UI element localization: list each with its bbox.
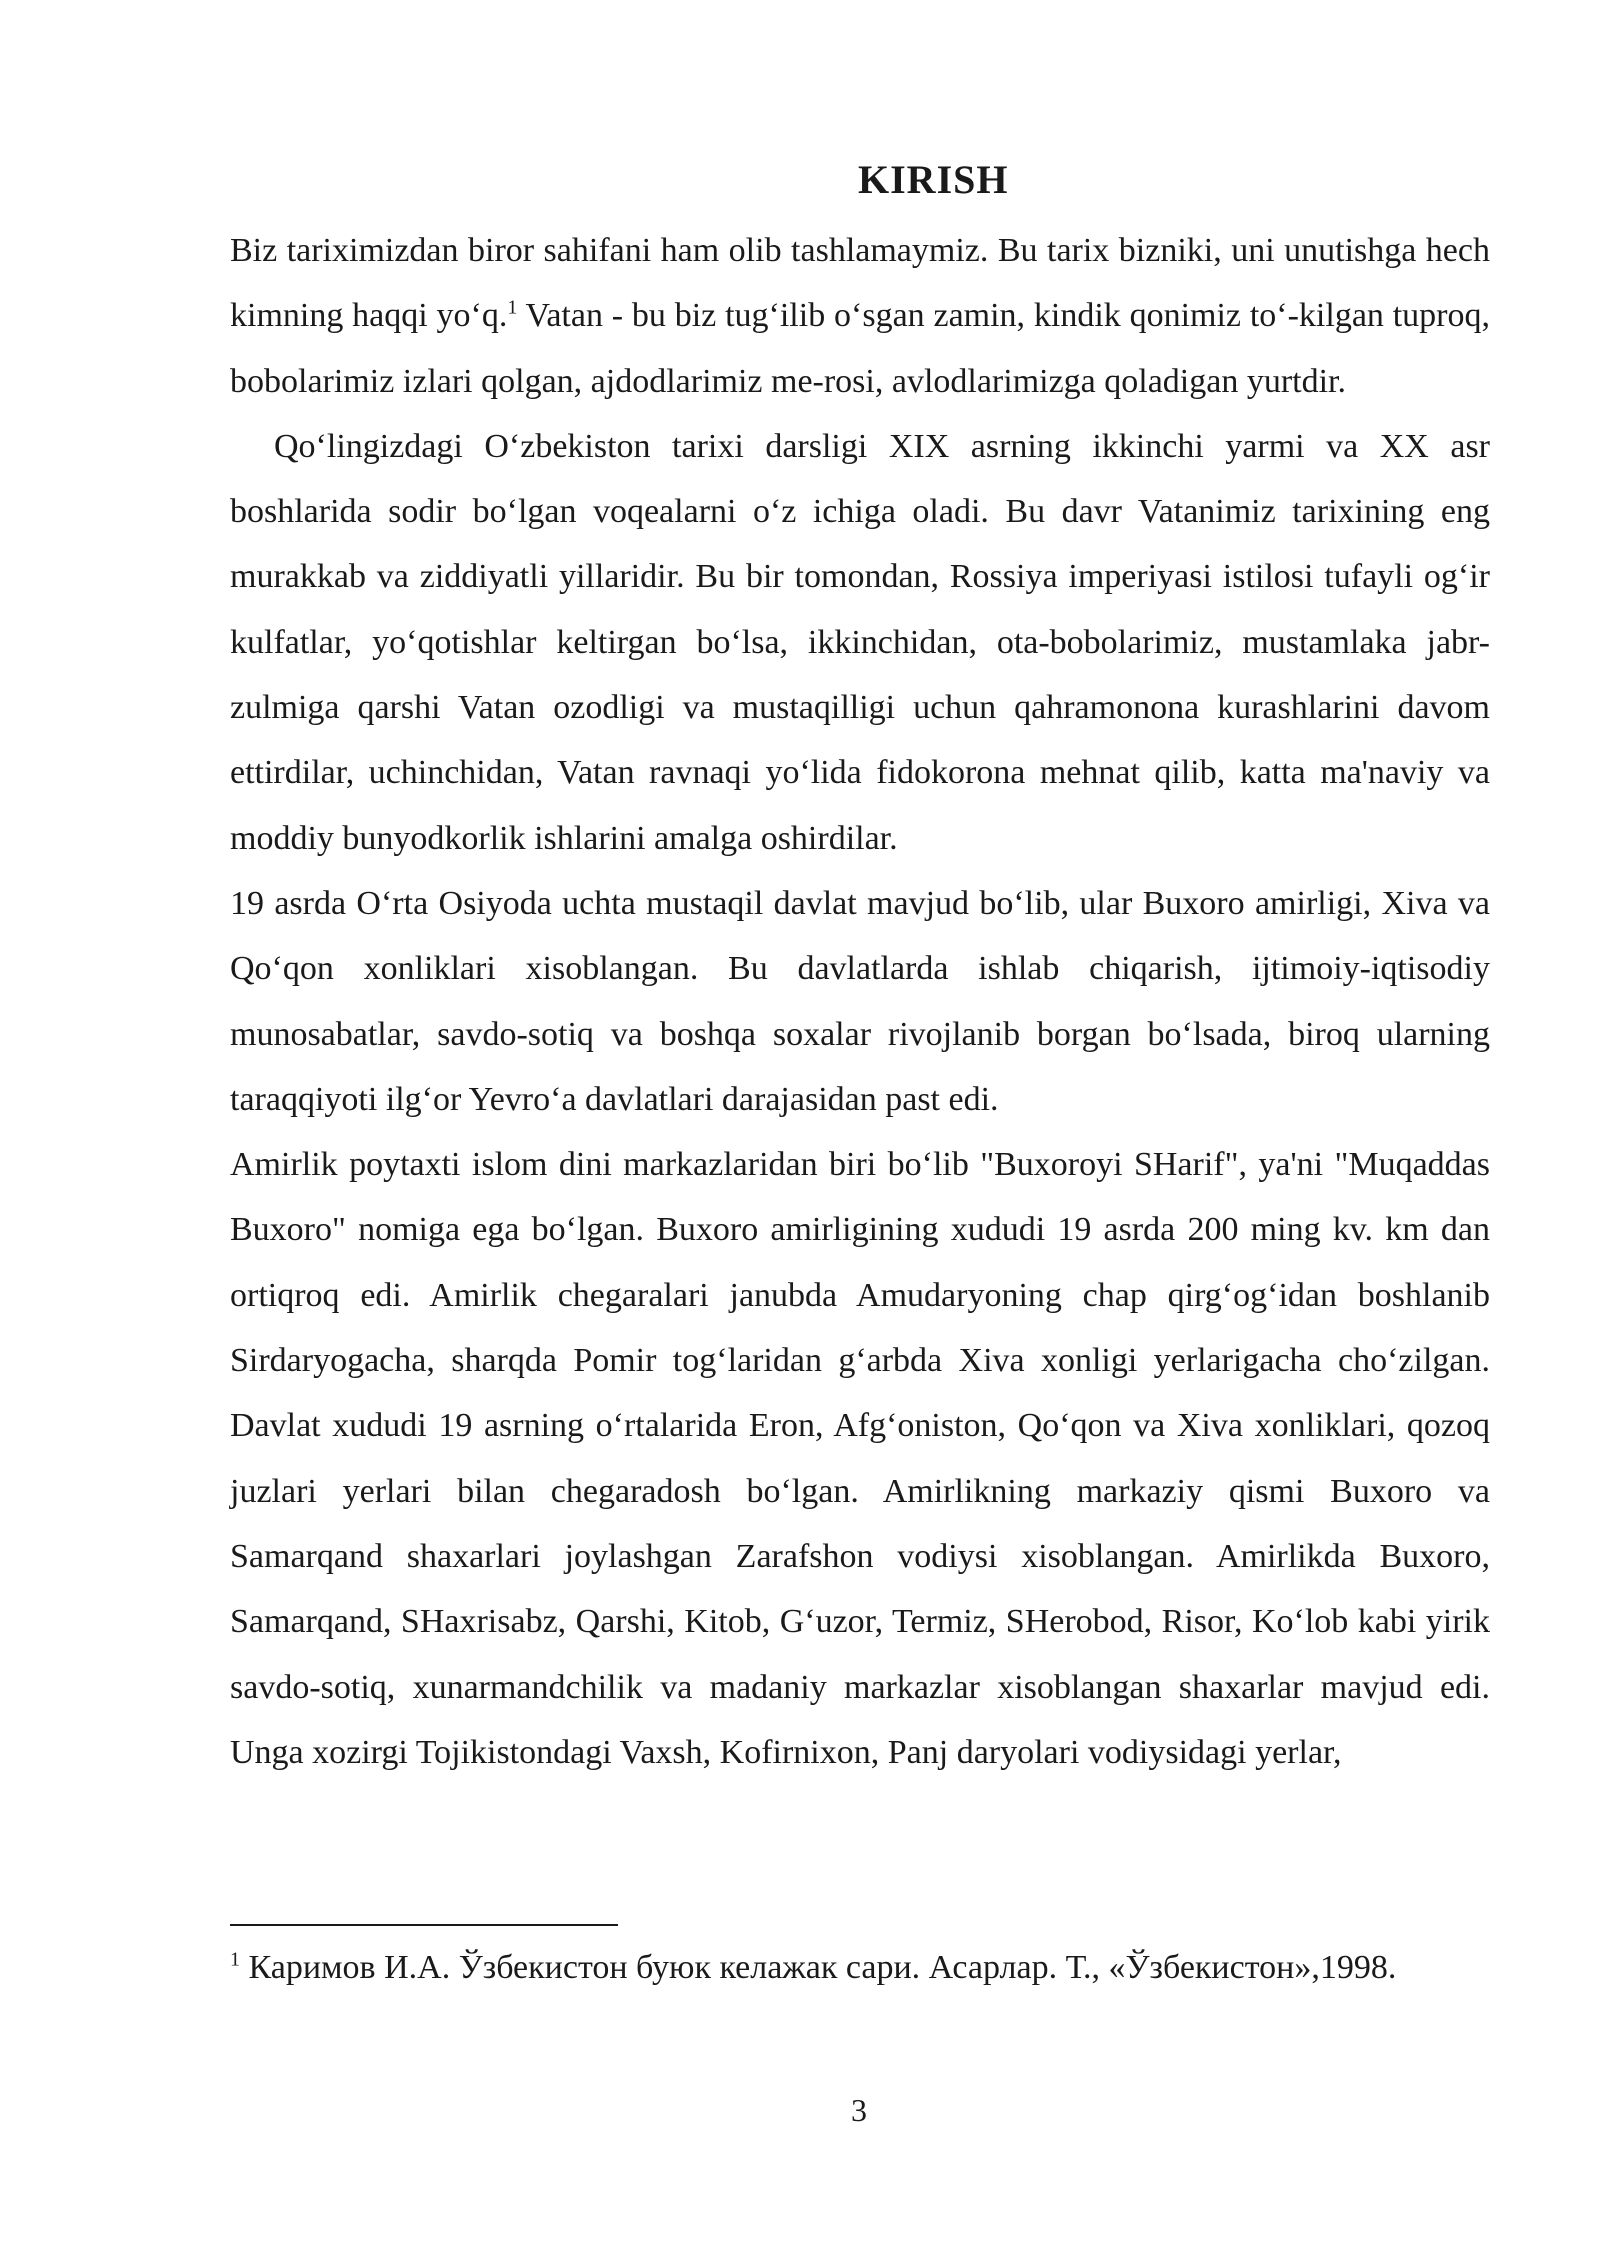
body-text — [230, 218, 1490, 1785]
paragraph-3: 19 asrda O‘rta Osiyoda uchta mustaqil davlat mavjud bo‘lib, ular Buxoro amirligi, Xiva va Qo‘qon xonliklari xisoblangan. Bu davlatlarda ishlab chiqarish, ijtimoiy-iqtisodiy munosabatlar, savdo-sotiq va boshqa soxalar rivojlanib borgan bo‘lsada, biroq ularning taraqqiyoti ilg‘or Yevro‘a davlatlari darajasidan past edi. — [230, 884, 1490, 1118]
page-title — [0, 150, 1600, 210]
paragraph-1 — [230, 218, 1490, 414]
footnote-reference: 1 — [507, 296, 518, 319]
title-text: KIRISH — [858, 157, 1009, 202]
page-number: 3 — [851, 2092, 867, 2128]
footnote-number: 1 — [230, 1948, 240, 1971]
footnote — [230, 1935, 1490, 2000]
paragraph-1-text-a: Biz tariximizdan biror sahifani ham olib tashlamaymiz. Bu tarix bizniki, uni unutishga hech kimning haqqi yo‘q. — [230, 232, 1490, 335]
paragraph-2: Qo‘lingizdagi O‘zbekiston tarixi darsligi XIX asrning ikkinchi yarmi va XX asr boshlarida sodir bo‘lgan voqealarni o‘z ichiga oladi. Bu davr Vatanimiz tarixining eng murakkab va ziddiyatli yillaridir. Bu bir tomondan, Rossiya imperiyasi istilosi tufayli og‘ir kulfatlar, yo‘qotishlar keltirgan bo‘lsa, ikkinchidan, ota-bobolarimiz, mustamlaka jabr-zulmiga qarshi Vatan ozodligi va mustaqilligi uchun qahramonona kurashlarini davom ettirdilar, uchinchidan, Vatan ravnaqi yo‘lida fidokorona mehnat qilib, katta ma'naviy va moddiy bunyodkorlik ishlarini amalga oshirdilar. — [230, 427, 1490, 857]
footnote-text: Каримов И.А. Ўзбекистон буюк келажак сари. Асарлар. Т., «Ўзбекистон»,1998. — [240, 1949, 1397, 1986]
footnote-separator — [230, 1924, 618, 1926]
paragraph-4: Amirlik poytaxti islom dini markazlaridan biri bo‘lib "Buxoroyi SHarif", ya'ni "Muqaddas Buxoro" nomiga ega bo‘lgan. Buxoro amirligining xududi 19 asrda 200 ming kv. km dan ortiqroq edi. Amirlik chegaralari janubda Amudaryoning chap qirg‘og‘idan boshlanib Sirdaryogacha, sharqda Pomir tog‘laridan g‘arbda Xiva xonligi yerlarigacha cho‘zilgan. Davlat xududi 19 asrning o‘rtalarida Eron, Afg‘oniston, Qo‘qon va Xiva xonliklari, qozoq juzlari yerlari bilan chegaradosh bo‘lgan. Amirlikning markaziy qismi Buxoro va Samarqand shaxarlari joylashgan Zarafshon vodiysi xisoblangan. Amirlikda Buxoro, Samarqand, SHaxrisabz, Qarshi, Kitob, G‘uzor, Termiz, SHerobod, Risor, Ko‘lob kabi yirik savdo-sotiq, xunarmandchilik va madaniy markazlar xisoblangan shaxarlar mavjud edi. Unga xozirgi Tojikistondagi Vaxsh, Kofirnixon, Panj daryolari vodiysidagi yerlar, — [230, 1146, 1490, 1771]
paragraph-1-text-b: Vatan - bu biz tug‘ilib o‘sgan zamin, kindik qonimiz to‘-kilgan tuproq, bobolarimiz izlari qolgan, ajdodlarimiz me-rosi, avlodlarimizga qoladigan yurtdir. — [230, 297, 1490, 400]
